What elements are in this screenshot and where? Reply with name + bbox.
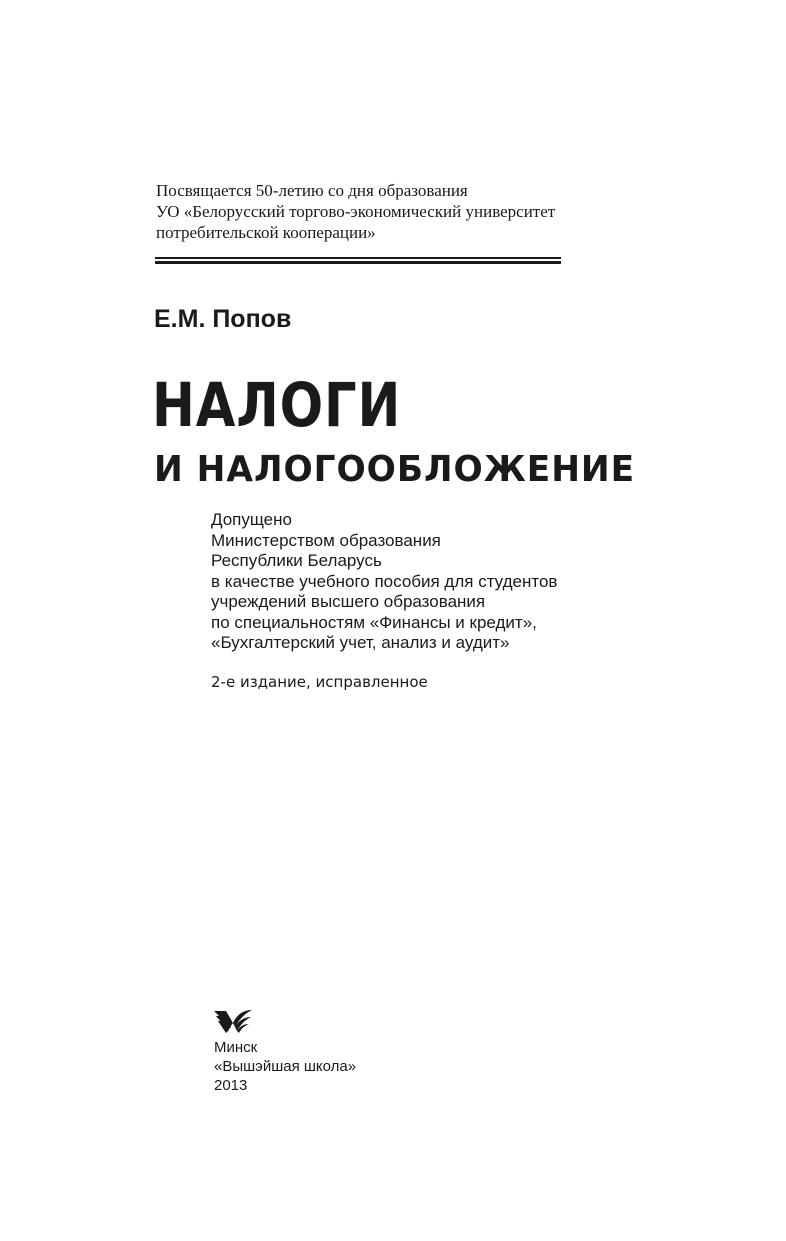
approval-line: «Бухгалтерский учет, анализ и аудит» (211, 633, 510, 652)
dedication (156, 180, 576, 243)
dedication-line: Посвящается 50-летию со дня образования (156, 181, 468, 200)
book-title: НАЛОГИ (152, 370, 402, 441)
approval-line: по специальностям «Финансы и кредит», (211, 612, 537, 632)
publisher-logo-icon (213, 1008, 253, 1034)
approval-line: Допущено (211, 510, 292, 529)
approval-line: в качестве учебного пособия для студентов (211, 571, 558, 591)
imprint (214, 1038, 434, 1095)
dedication-line: потребительской кооперации» (156, 223, 376, 242)
approval-line: Республики Беларусь (211, 551, 382, 570)
dedication-line: УО «Белорусский торгово-экономический университет (156, 202, 556, 221)
approval-line: учреждений высшего образования (211, 592, 486, 611)
approval-line: Министерством образования (211, 530, 441, 550)
edition-note: 2-е издание, исправленное (211, 673, 428, 691)
author-name: Е.М. Попов (154, 305, 292, 333)
approval-statement (211, 510, 591, 654)
divider-thick (155, 261, 561, 264)
book-subtitle: И НАЛОГООБЛОЖЕНИЕ (154, 449, 636, 490)
divider-thin (155, 257, 561, 259)
publisher-city: Минск (214, 1039, 258, 1056)
publication-year: 2013 (214, 1077, 248, 1094)
publisher-name: «Вышэйшая школа» (214, 1058, 357, 1075)
